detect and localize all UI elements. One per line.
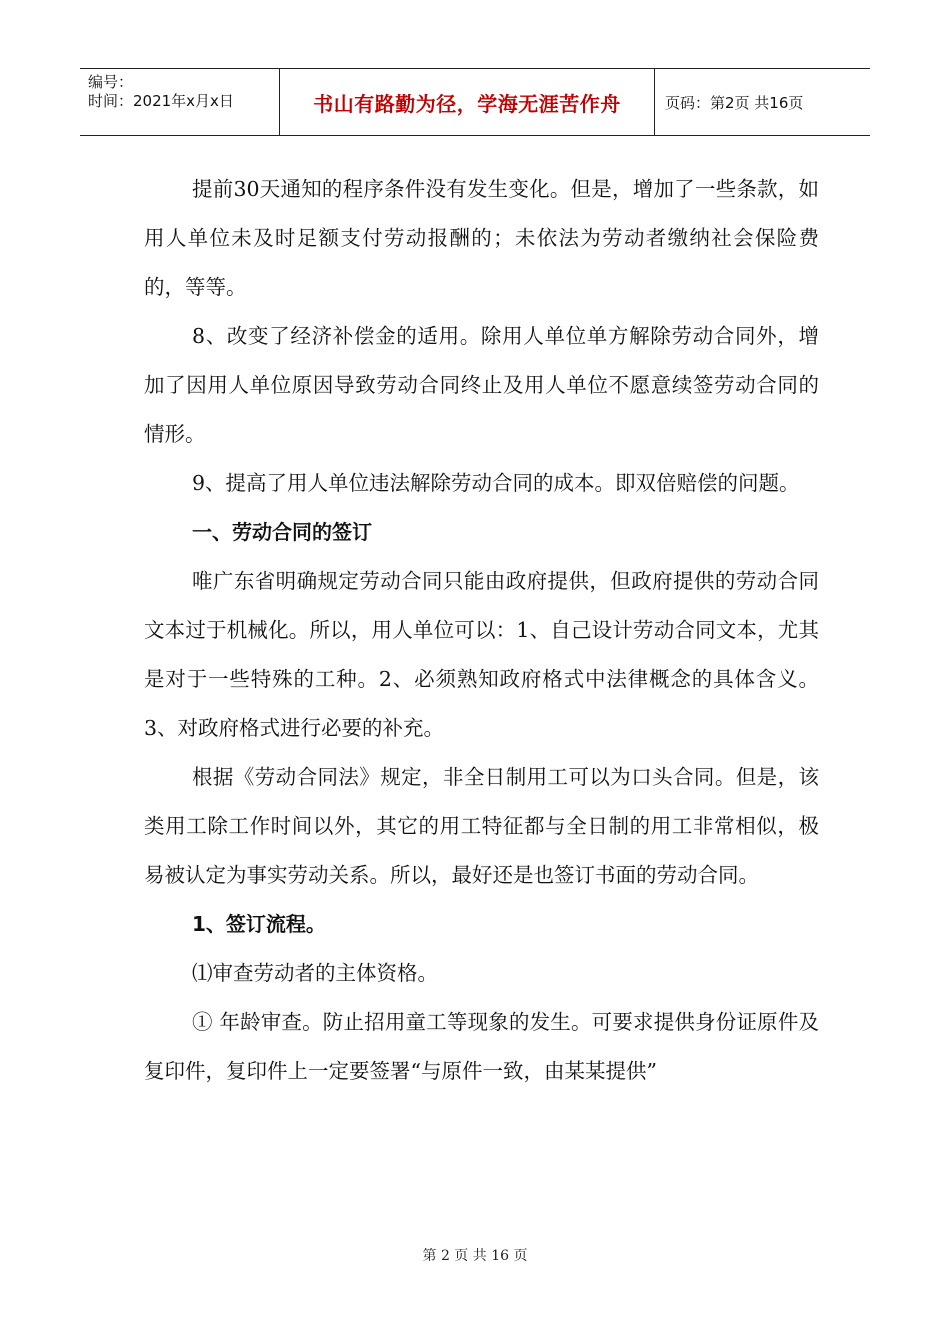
paragraph: 唯广东省明确规定劳动合同只能由政府提供，但政府提供的劳动合同文本过于机械化。所以，用人单位可以：1、自己设计劳动合同文本，尤其是对于一些特殊的工种。2、必须熟知政府格式中法律概念的具体含义。3、对政府格式进行必要的补充。 [144, 569, 819, 740]
document-date: 时间：2021年x月x日 [88, 92, 234, 110]
paragraph: 提前30天通知的程序条件没有发生变化。但是，增加了一些条款，如用人单位未及时足额支付劳动报酬的；未依法为劳动者缴纳社会保险费的，等等。 [144, 177, 819, 299]
subsection-heading: 1、签订流程。 [192, 912, 326, 936]
paragraph: ① 年龄审查。防止招用童工等现象的发生。可要求提供身份证原件及复印件，复印件上一定要签署“与原件一致，由某某提供” [144, 1010, 819, 1083]
paragraph: 根据《劳动合同法》规定，非全日制用工可以为口头合同。但是，该类用工除工作时间以外，其它的用工特征都与全日制的用工非常相似，极易被认定为事实劳动关系。所以，最好还是也签订书面的劳动合同。 [144, 765, 819, 887]
page-header [80, 68, 870, 136]
header-meta [80, 69, 280, 135]
page-footer: 第 2 页 共 16 页 [422, 1248, 528, 1264]
document-body [144, 165, 819, 1096]
section-heading: 一、劳动合同的签订 [192, 520, 372, 544]
document-number: 编号： [88, 73, 134, 91]
paragraph: 8、改变了经济补偿金的适用。除用人单位单方解除劳动合同外，增加了因用人单位原因导致劳动合同终止及用人单位不愿意续签劳动合同的情形。 [144, 324, 819, 446]
header-motto: 书山有路勤为径，学海无涯苦作舟 [280, 69, 655, 135]
header-page-info: 页码：第2页 共16页 [665, 93, 804, 112]
paragraph: 9、提高了用人单位违法解除劳动合同的成本。即双倍赔偿的问题。 [192, 471, 800, 495]
paragraph: ⑴审查劳动者的主体资格。 [192, 961, 438, 985]
